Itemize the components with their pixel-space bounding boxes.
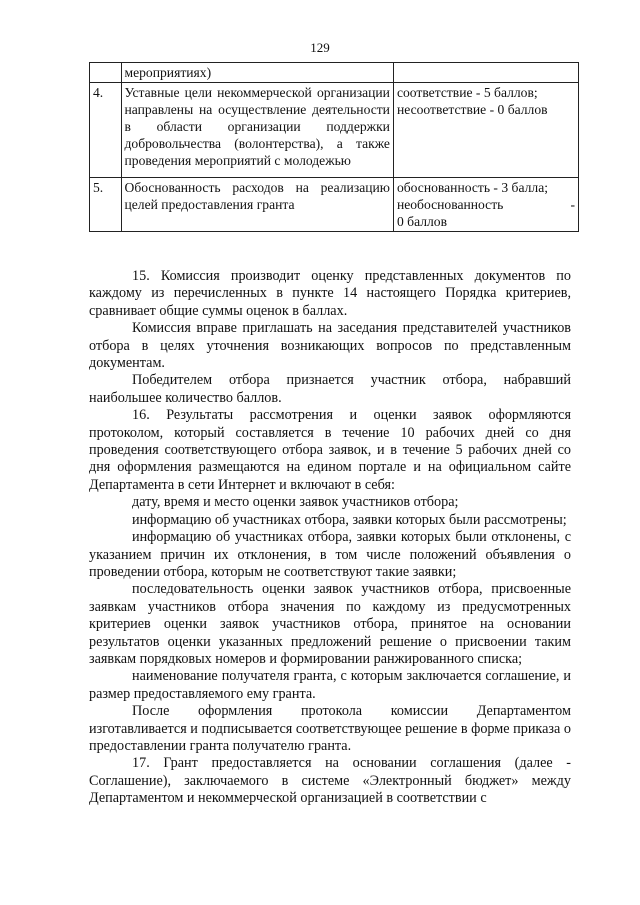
score-line: необоснованность -	[396, 197, 575, 212]
table-cell-num: 4.	[90, 83, 122, 178]
paragraph: Комиссия вправе приглашать на заседания представителей участников отбора в целях уточнения возникающих вопросов по представленным документам.	[89, 320, 571, 372]
score-line: несоответствие - 0 баллов	[396, 102, 548, 117]
paragraph: 16. Результаты рассмотрения и оценки заявок оформляются протоколом, который составляется в течение 10 рабочих дней со дня проведения соответствующего отбора заявок, и в течение 5 рабочих дней со дня оформления размещаются на едином портале и на официальном сайте Департамента в сети Интернет и включают в себя:	[89, 407, 571, 493]
paragraph: информацию об участниках отбора, заявки которых были отклонены, с указанием причин их отклонения, в том числе положений объявления о проведении отбора, которым не соответствуют такие заявки;	[89, 529, 571, 580]
table-row	[90, 63, 579, 83]
paragraph: информацию об участниках отбора, заявки которых были рассмотрены;	[132, 511, 567, 528]
paragraph: дату, время и место оценки заявок участников отбора;	[132, 494, 459, 511]
score-line: 0 баллов	[396, 214, 448, 229]
body-text	[89, 268, 571, 808]
table-cell-num	[90, 63, 122, 83]
table-row	[90, 83, 579, 178]
table-cell-num: 5.	[90, 178, 122, 232]
score-line: соответствие - 5 баллов;	[396, 85, 538, 100]
paragraph: Победителем отбора признается участник отбора, набравший наибольшее количество баллов.	[89, 372, 571, 406]
paragraph: 17. Грант предоставляется на основании соглашения (далее - Соглашение), заключаемого в системе «Электронный бюджет» между Департаментом и некоммерческой организацией в соответствии с	[89, 755, 571, 807]
table-row	[90, 178, 579, 232]
criteria-table	[89, 62, 579, 232]
paragraph: 15. Комиссия производит оценку представленных документов по каждому из перечисленных в пункте 14 настоящего Порядка критериев, сравнивает общие суммы оценок в баллах.	[89, 268, 571, 319]
score-line: обоснованность - 3 балла;	[396, 180, 549, 195]
table-cell-score	[393, 178, 578, 232]
paragraph: После оформления протокола комиссии Департаментом изготавливается и подписывается соответствующее решение в форме приказа о предоставлении гранта получателю гранта.	[89, 703, 571, 754]
page-number: 129	[310, 40, 330, 55]
table-cell-score	[393, 63, 578, 83]
table-cell-score	[393, 83, 578, 178]
paragraph: последовательность оценки заявок участников отбора, присвоенные заявкам участников отбора значения по каждому из предусмотренных критериев оценки заявок участников отбора, принятое на основании результатов оценки указанных предложений решение о присвоении таким заявкам порядковых номеров и формировании ранжированного списка;	[89, 581, 571, 667]
table-cell-criterion: Обоснованность расходов на реализацию целей предоставления гранта	[121, 178, 393, 232]
table-cell-criterion: Уставные цели некоммерческой организации направлены на осуществление деятельности в области организации поддержки добровольчества (волонтерства), а также проведения мероприятий с молодежью	[121, 83, 393, 178]
table-cell-criterion: мероприятиях)	[121, 63, 393, 83]
paragraph: наименование получателя гранта, с которым заключается соглашение, и размер предоставляемого ему гранта.	[89, 668, 571, 702]
